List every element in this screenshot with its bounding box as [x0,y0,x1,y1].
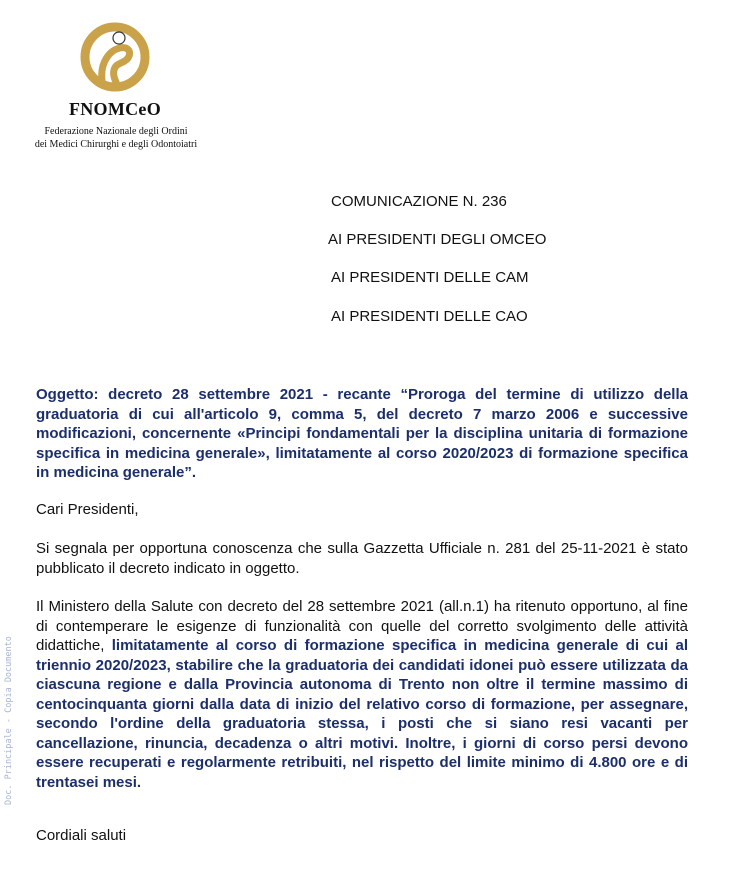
org-name: FNOMCeO [68,99,162,119]
communication-number: COMUNICAZIONE N. 236 [331,193,507,210]
fnomceo-logo-icon [80,22,150,92]
subject-paragraph: Oggetto: decreto 28 settembre 2021 - recante “Proroga del termine di utilizzo della graduatoria di cui all'articolo 9, comma 5, del decreto 7 marzo 2006 e successive modificazioni, concernente «Principi fondamentali per la disciplina unitaria di formazione specifica in medicina generale», limitatamente al corso 2020/2023 di formazione specifica in medicina generale”. [36,386,688,481]
org-full-name-line2: dei Medici Chirurghi e degli Odontoiatri [34,139,198,150]
document-watermark: Doc. Principale - Copia Documento [4,636,14,805]
paragraph-decree-intro: Il Ministero della Salute con decreto del 28 settembre 2021 (all.n.1) ha ritenuto opportuno, al fine di contemperare le esigenze di funzionalità con quelle del corretto svolgimento delle attività didattiche, [36,598,688,654]
paragraph-notice: Si segnala per opportuna conoscenza che sulla Gazzetta Ufficiale n. 281 del 25-11-2021 è stato pubblicato il decreto indicato in oggetto. [36,540,688,577]
paragraph-decree-highlight: limitatamente al corso di formazione specifica in medicina generale di cui al triennio 2020/2023, stabilire che la graduatoria dei candidati idonei può essere utilizzata da ciascuna regione e dalla Provincia autonoma di Trento non oltre il termine massimo di centocinquanta giorni dalla data di inizio del relativo corso di formazione, per assegnare, secondo l'ordine della graduatoria stessa, i posti che si siano resi vacanti per cancellazione, rinuncia, decadenza o altri motivi. Inoltre, i giorni di corso persi devono essere recuperati e regolarmente retribuiti, nel rispetto del limite minimo di 4.800 ore e di trentasei mesi. [36,637,688,791]
recipient-cao: AI PRESIDENTI DELLE CAO [331,308,528,325]
org-full-name [20,125,212,151]
recipient-omceo: AI PRESIDENTI DEGLI OMCEO [328,231,547,248]
closing: Cordiali saluti [36,827,127,844]
greeting: Cari Presidenti, [36,501,139,518]
org-full-name-line1: Federazione Nazionale degli Ordini [44,126,188,137]
paragraph-decree [36,597,688,792]
recipient-cam: AI PRESIDENTI DELLE CAM [331,269,529,286]
